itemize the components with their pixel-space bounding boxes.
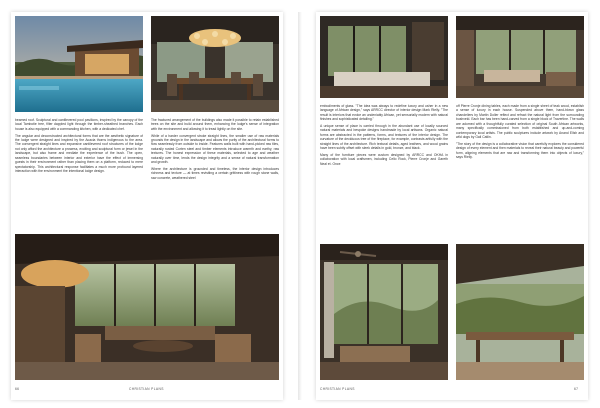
paragraph: The angular and deconstructed architectural forms that are the aesthetic signature of the lodge were designed and inspired by the Acacia thorns indigenous to the area. The convergent straight lines and expansive cantilevered roof structures of the lodge not only afford the architecture a prowess, exciting and sculptural form or jewel in the landscape, but also frame and mediate the experience of the bush. The open, seamless boundaries between interior and exterior have the effect of immersing guests in their environment rather than placing them on a platform, reduced to mere spectatorship. This architectural response facilitates a much more profound layered interaction with the environment the intentional lodge design. <box>15 133 143 174</box>
paragraph: A unique sense of place is carried through in the abundant use of locally sourced natural materials and bespoke designs handmade by local artisans. Organic natural forms are abstracted in the patterns, forms, and textures of the interior design. The curvature of the deciduous tree of the fireplace, for example, contrasts artfully with the straight lines of the architecture. Rich textural details, aged leathers, and wood grains have been subtly offset with sleek details in gold, bronze, and black. <box>320 124 448 151</box>
lounge-photo <box>15 234 279 380</box>
left-footer-title <box>129 387 164 391</box>
right-column-2 <box>456 104 584 238</box>
paragraph: While of a harder convergent stroke straight lines, the smaller use of raw materials grounds the design in the landscape and allows the purity of the architectural forms to flow seamlessly from outside to inside. Features walls built with hand-picked raw tiles, naturally rusted Corten steel and timber elements introduce warmth and earthy, raw textures. The honest expression of these materials, selected to age and weather naturally over time, lends the design integrity and a sense of natural transformation and growth. <box>151 133 279 165</box>
bedroom-photo <box>320 16 448 98</box>
page-number: 66 <box>15 387 20 391</box>
living-room-photo <box>456 16 584 98</box>
right-column-1 <box>320 104 448 238</box>
paragraph: The fractured arrangement of the buildings also made it possible to retain established trees on the site and build around them, enhancing the lodge's sense of integration with the environment and allowing it to tread lightly on the site. <box>151 118 279 131</box>
lounge-image <box>15 234 279 380</box>
pool-pavilion-image <box>15 16 143 112</box>
dining-room-photo <box>151 16 279 112</box>
spine-gutter <box>298 12 302 400</box>
paragraph: "The story of the design is a collaborative vision that carefully explores the considered design of every element and then materials to reveal their natural beauty and powerful form, aligning elements that are raw and transforming them into objects of luxury," says Rielly. <box>456 141 584 160</box>
dining-room-image <box>151 16 279 112</box>
paragraph: Where the architecture is grounded and timeless, the interior design introduces richness and texture — at times revisiting a certain grittiness with rough stone walls, raw concrete, weathered steel <box>151 166 279 180</box>
left-footer <box>15 387 19 391</box>
publication-title: CHRISTIAN PLANS <box>320 387 355 391</box>
publication-title: CHRISTIAN PLANS <box>129 387 164 391</box>
deck-photo <box>456 244 584 380</box>
paragraph: Many of the furniture pieces were custom designed by ARRCC and OKHA in collaboration with local craftsmen, including Cello Rock, Pierre Cronje and Gareth Neal et. Once <box>320 152 448 166</box>
right-page <box>316 12 588 400</box>
right-footer <box>574 387 578 391</box>
paragraph: off Pierre Cronje dining tables, each made from a single sheet of teak wood, establish a sense of luxury in each house. Suspended above them, hand-blown glass chandeliers by Martin Doller reflect and refract the natural light from the surrounding bushveld. Each bar has been hand-carved from a single block of Travertine. The walls are adorned with a thoughtfully curated selection of original South African artworks, many specifically commissioned from both established and up-and-coming contemporary local artists. The public sculptures include artwork by Anand Ellsh and wild dogs by Gail Catlin. <box>456 104 584 140</box>
pool-pavilion-photo <box>15 16 143 112</box>
bush-view-photo <box>320 244 448 380</box>
right-footer-title <box>320 387 355 391</box>
living-room-image <box>456 16 584 98</box>
left-page <box>11 12 283 400</box>
page-number: 67 <box>574 387 579 391</box>
deck-image <box>456 244 584 380</box>
bedroom-image <box>320 16 448 98</box>
paragraph: embodiments of glass. "The idea was always to redefine luxury and usher in a new language of African design," says ARRCC director of interior design Mark Rielly. "The result is interiors that evoke an undeniably African, yet sensorially modern with natural finishes and sophisticated detailing." <box>320 104 448 122</box>
bush-view-image <box>320 244 448 380</box>
paragraph: beamed roof. Sculptural and cantilevered pool pavilions, inspired by the canopy of the local Tambotie tree, filter dappled light through the timber-sheathed branches. Each house is also equipped with a commanding kitchen, with a dedicated chef. <box>15 118 143 131</box>
